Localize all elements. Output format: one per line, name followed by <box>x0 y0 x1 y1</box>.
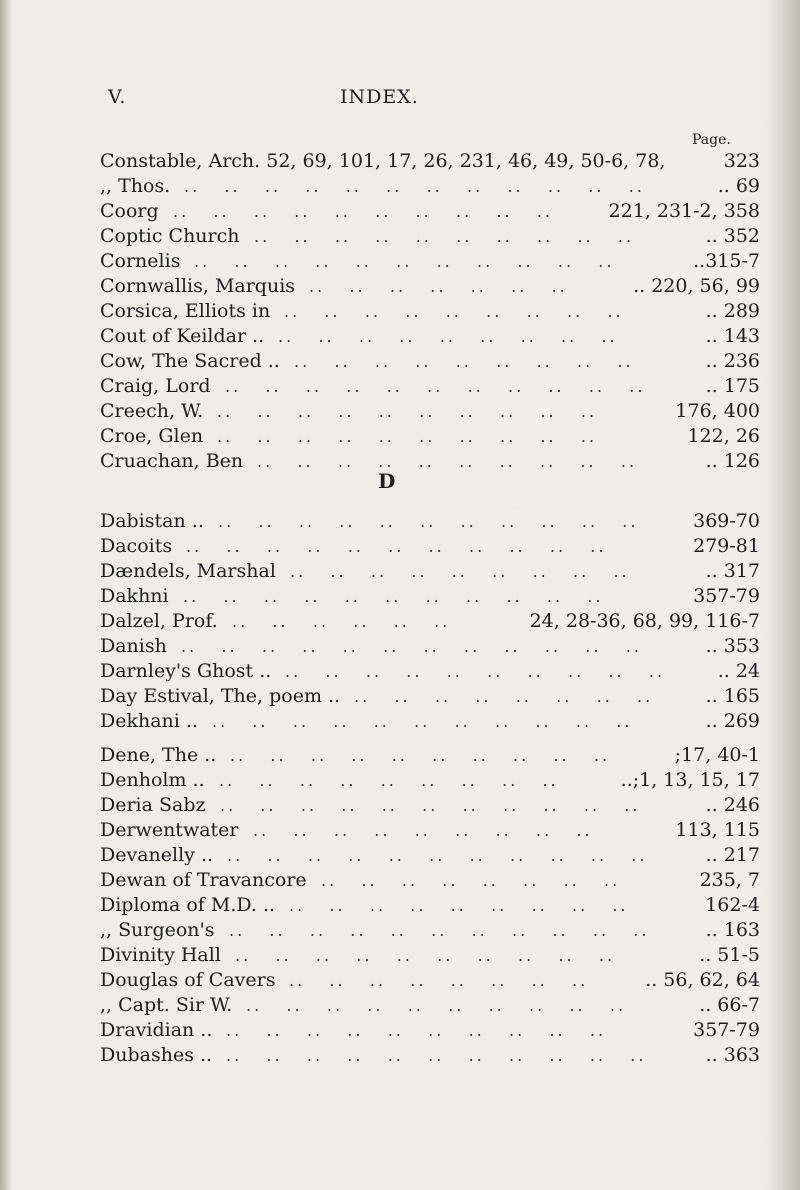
entry-name: Coorg <box>100 200 159 222</box>
index-entry <box>100 560 760 585</box>
leader-dots: .. .. .. .. .. .. .. .. .. .. .. .. <box>181 637 667 656</box>
entry-name: Douglas of Cavers <box>100 969 276 991</box>
running-header <box>108 86 748 116</box>
entry-pages: .. 220, 56, 99 <box>633 275 760 297</box>
entry-name: Cruachan, Ben <box>100 450 244 472</box>
entry-name: Danish <box>100 635 167 657</box>
leader-dots: .. .. .. .. .. .. .. .. .. <box>219 771 583 790</box>
index-entry <box>100 994 760 1019</box>
index-entry <box>100 844 760 869</box>
entry-pages: 176, 400 <box>675 400 760 422</box>
entry-pages: 221, 231-2, 358 <box>608 200 760 222</box>
leader-dots: .. .. .. .. .. .. .. .. .. .. .. <box>212 712 657 731</box>
entry-pages: .. 69 <box>717 175 760 197</box>
leader-dots: .. .. .. .. .. .. .. .. .. <box>284 302 648 321</box>
entry-pages: .. 289 <box>705 300 760 322</box>
index-entry <box>100 794 760 819</box>
index-entry <box>100 869 760 894</box>
entry-pages: ..315-7 <box>693 250 760 272</box>
index-entry <box>100 300 760 325</box>
entry-name: Dakhni <box>100 585 169 607</box>
entry-pages: .. 126 <box>705 450 760 472</box>
entry-pages: .. 352 <box>705 225 760 247</box>
index-entry <box>100 400 760 425</box>
leader-dots: .. .. .. .. .. .. .. .. .. <box>289 896 653 915</box>
entry-name: ,, Surgeon's <box>100 919 215 941</box>
gutter-shadow <box>0 0 12 1190</box>
entry-pages: .. 56, 62, 64 <box>645 969 760 991</box>
entry-pages: 162-4 <box>705 894 760 916</box>
entry-pages: .. 353 <box>705 635 760 657</box>
leader-dots: .. .. .. .. .. .. .. .. .. <box>253 821 617 840</box>
index-entry <box>100 710 760 735</box>
entry-name: Denholm .. <box>100 769 205 791</box>
index-entry <box>100 450 760 475</box>
entry-name: Dewan of Travancore <box>100 869 307 891</box>
leader-dots: .. .. .. .. .. .. .. .. .. .. .. <box>226 1046 671 1065</box>
entry-name: ,, Capt. Sir W. <box>100 994 233 1016</box>
entry-name: Creech, W. <box>100 400 204 422</box>
index-entry <box>100 610 760 635</box>
index-group-c <box>100 150 760 475</box>
index-entry <box>100 225 760 250</box>
section-letter-d: D <box>378 469 396 493</box>
entry-pages: .. 24 <box>717 660 760 682</box>
leader-dots: .. .. .. .. .. .. .. .. .. .. <box>230 746 635 765</box>
entry-pages: 113, 115 <box>675 819 760 841</box>
entry-name: Corsica, Elliots in <box>100 300 271 322</box>
entry-name: Dravidian .. <box>100 1019 213 1041</box>
entry-pages: .. 217 <box>705 844 760 866</box>
entry-pages: .. 246 <box>705 794 760 816</box>
entry-name: Dacoits <box>100 535 173 557</box>
entry-pages: .. 163 <box>705 919 760 941</box>
leader-dots: .. .. .. .. .. .. .. .. .. .. <box>246 996 651 1015</box>
entry-name: Day Estival, The, poem .. <box>100 685 341 707</box>
entry-pages: 323 <box>723 150 760 172</box>
entry-pages: ..;1, 13, 15, 17 <box>620 769 760 791</box>
index-entry <box>100 585 760 610</box>
index-entry <box>100 150 760 175</box>
index-entry <box>100 250 760 275</box>
entry-name: Cornwallis, Marquis <box>100 275 296 297</box>
index-entry <box>100 375 760 400</box>
entry-name: Dændels, Marshal <box>100 560 276 582</box>
page-column-label: Page. <box>692 132 731 148</box>
entry-pages: 122, 26 <box>687 425 760 447</box>
index-entry <box>100 894 760 919</box>
volume-number: V. <box>108 86 127 108</box>
leader-dots: .. .. .. .. .. .. .. .. .. .. <box>254 227 659 246</box>
leader-dots: .. .. .. .. .. .. .. .. .. .. <box>173 202 578 221</box>
entry-pages: .. 269 <box>705 710 760 732</box>
entry-name: Croe, Glen <box>100 425 204 447</box>
entry-pages: .. 66-7 <box>699 994 760 1016</box>
index-entry <box>100 535 760 560</box>
leader-dots: .. .. .. .. .. .. .. .. .. .. .. <box>220 796 665 815</box>
leader-dots: .. .. .. .. .. .. .. .. <box>354 687 678 706</box>
entry-name: Darnley's Ghost .. <box>100 660 272 682</box>
index-entry <box>100 744 760 769</box>
entry-name: Dekhani .. <box>100 710 198 732</box>
leader-dots: .. .. .. .. .. .. .. .. .. .. <box>285 662 690 681</box>
entry-pages: 279-81 <box>693 535 760 557</box>
entry-name: Constable, Arch. 52, 69, 101, 17, 26, 231, 46, 49, 50-6, 78, <box>100 150 666 172</box>
entry-name: Dalzel, Prof. <box>100 610 218 632</box>
leader-dots: .. .. .. .. .. .. .. .. .. .. <box>226 1021 631 1040</box>
leader-dots: .. .. .. .. .. .. <box>232 612 475 631</box>
entry-name: Coptic Church <box>100 225 240 247</box>
index-entry <box>100 660 760 685</box>
entry-pages: .. 165 <box>705 685 760 707</box>
entry-pages: 235, 7 <box>699 869 760 891</box>
entry-name: Divinity Hall <box>100 944 221 966</box>
index-entry <box>100 275 760 300</box>
entry-name: Dabistan .. <box>100 510 204 532</box>
entry-name: Cow, The Sacred .. <box>100 350 280 372</box>
entry-pages: .. 363 <box>705 1044 760 1066</box>
leader-dots: .. .. .. .. .. .. .. .. .. .. .. .. <box>184 177 670 196</box>
leader-dots: .. .. .. .. .. .. .. .. .. .. .. <box>227 846 672 865</box>
entry-pages: .. 236 <box>705 350 760 372</box>
entry-pages: .. 51-5 <box>699 944 760 966</box>
entry-pages: 357-79 <box>693 1019 760 1041</box>
index-group-d2 <box>100 744 760 1069</box>
index-entry <box>100 175 760 200</box>
entry-pages: .. 317 <box>705 560 760 582</box>
leader-dots: .. .. .. .. .. .. .. .. .. .. .. <box>229 921 674 940</box>
entry-pages: 357-79 <box>693 585 760 607</box>
leader-dots: .. .. .. .. .. .. .. .. <box>289 971 613 990</box>
leader-dots: .. .. .. .. .. .. .. .. .. .. .. <box>183 587 628 606</box>
leader-dots: .. .. .. .. .. .. .. .. .. <box>294 352 658 371</box>
entry-name: Derwentwater <box>100 819 239 841</box>
index-entry <box>100 1019 760 1044</box>
entry-name: Deria Sabz <box>100 794 206 816</box>
leader-dots: .. .. .. .. .. .. .. .. .. <box>290 562 654 581</box>
index-entry <box>100 1044 760 1069</box>
index-entry <box>100 944 760 969</box>
entry-name: Craig, Lord <box>100 375 211 397</box>
index-entry <box>100 350 760 375</box>
entry-pages: ;17, 40-1 <box>674 744 760 766</box>
leader-dots: .. .. .. .. .. .. .. .. <box>321 871 645 890</box>
leader-dots: .. .. .. .. .. .. .. .. .. .. <box>217 402 622 421</box>
leader-dots: .. .. .. .. .. .. .. .. .. .. <box>257 452 662 471</box>
index-entry <box>100 769 760 794</box>
index-entry <box>100 819 760 844</box>
entry-name: Dubashes .. <box>100 1044 213 1066</box>
entry-name: Diploma of M.D. .. <box>100 894 276 916</box>
index-entry <box>100 919 760 944</box>
page-edge-shadow <box>770 0 800 1190</box>
index-entry <box>100 635 760 660</box>
index-entry <box>100 425 760 450</box>
index-entry <box>100 510 760 535</box>
leader-dots: .. .. .. .. .. .. .. .. .. .. .. <box>225 377 670 396</box>
entry-name: Devanelly .. <box>100 844 214 866</box>
page-title: INDEX. <box>340 86 419 108</box>
index-entry <box>100 685 760 710</box>
entry-name: ,, Thos. <box>100 175 171 197</box>
leader-dots: .. .. .. .. .. .. .. .. .. .. .. <box>218 512 663 531</box>
entry-pages: .. 175 <box>705 375 760 397</box>
leader-dots: .. .. .. .. .. .. .. .. .. .. <box>217 427 622 446</box>
entry-name: Cout of Keildar .. <box>100 325 265 347</box>
entry-pages: 24, 28-36, 68, 99, 116-7 <box>529 610 760 632</box>
entry-pages: 369-70 <box>693 510 760 532</box>
index-group-d1 <box>100 510 760 735</box>
leader-dots: .. .. .. .. .. .. .. .. .. <box>278 327 642 346</box>
index-entry <box>100 969 760 994</box>
leader-dots: .. .. .. .. .. .. .. .. .. .. .. <box>194 252 639 271</box>
entry-pages: .. 143 <box>705 325 760 347</box>
leader-dots: .. .. .. .. .. .. .. .. .. .. <box>235 946 640 965</box>
leader-dots: .. .. .. .. .. .. .. .. .. .. .. <box>186 537 631 556</box>
index-entry <box>100 325 760 350</box>
leader-dots: .. .. .. .. .. .. .. <box>309 277 593 296</box>
index-entry <box>100 200 760 225</box>
entry-name: Dene, The .. <box>100 744 217 766</box>
entry-name: Cornelis <box>100 250 181 272</box>
